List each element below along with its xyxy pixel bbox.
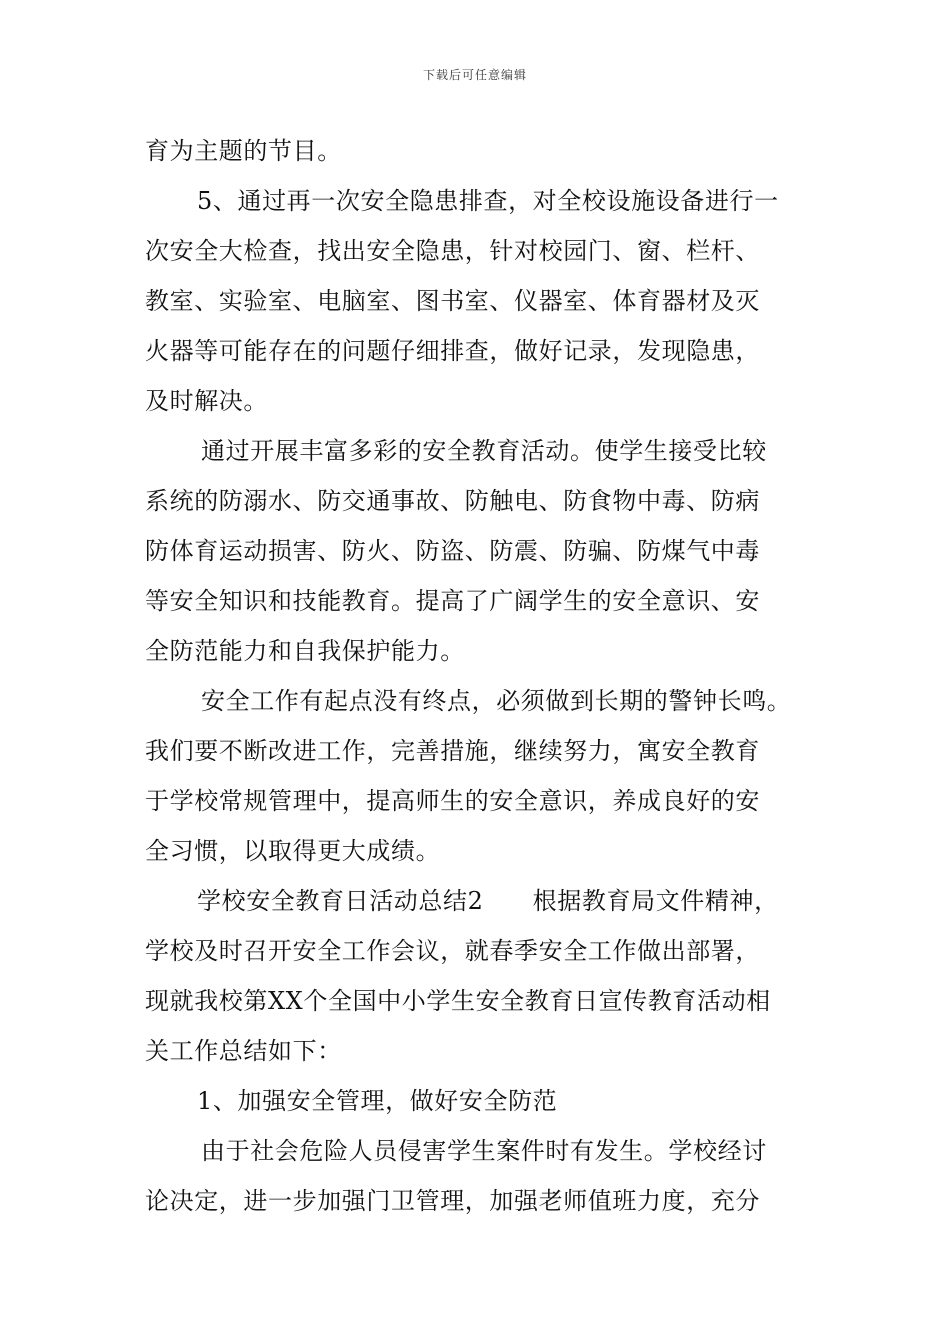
text-line: 论决定，进一步加强门卫管理，加强老师值班力度，充分 bbox=[145, 1187, 760, 1215]
document-body bbox=[145, 126, 810, 1226]
text-line: 1、加强安全管理，做好安全防范 bbox=[197, 1087, 558, 1115]
text-line: 我们要不断改进工作，完善措施，继续努力，寓安全教育 bbox=[145, 737, 760, 765]
text-line: 火器等可能存在的问题仔细排查，做好记录，发现隐患， bbox=[145, 337, 760, 365]
text-line: 全习惯，以取得更大成绩。 bbox=[145, 837, 441, 865]
text-line: 安全工作有起点没有终点，必须做到长期的警钟长鸣。 bbox=[201, 687, 792, 715]
text-line: 等安全知识和技能教育。提高了广阔学生的安全意识、安 bbox=[145, 587, 760, 615]
text-line: 由于社会危险人员侵害学生案件时有发生。学校经讨 bbox=[201, 1137, 767, 1165]
text-line: 通过开展丰富多彩的安全教育活动。使学生接受比较 bbox=[201, 437, 767, 465]
text-line: 及时解决。 bbox=[145, 387, 268, 415]
page-header: 下载后可任意编辑 bbox=[422, 68, 527, 82]
text-line: 教室、实验室、电脑室、图书室、仪器室、体育器材及灭 bbox=[145, 287, 760, 315]
text-line: 学校安全教育日活动总结2 根据教育局文件精神， bbox=[197, 887, 779, 915]
text-line: 全防范能力和自我保护能力。 bbox=[145, 637, 465, 665]
text-line: 于学校常规管理中，提高师生的安全意识，养成良好的安 bbox=[145, 787, 760, 815]
text-line: 系统的防溺水、防交通事故、防触电、防食物中毒、防病 bbox=[145, 487, 760, 515]
text-line: 次安全大检查，找出安全隐患，针对校园门、窗、栏杆、 bbox=[145, 237, 760, 265]
text-line: 现就我校第XX个全国中小学生安全教育日宣传教育活动相 bbox=[145, 987, 771, 1015]
text-line: 育为主题的节目。 bbox=[145, 137, 342, 165]
text-line: 关工作总结如下： bbox=[145, 1037, 342, 1065]
text-line: 防体育运动损害、防火、防盗、防震、防骗、防煤气中毒 bbox=[145, 537, 760, 565]
text-line: 学校及时召开安全工作会议，就春季安全工作做出部署， bbox=[145, 937, 760, 965]
text-line: 5、通过再一次安全隐患排查，对全校设施设备进行一 bbox=[197, 187, 779, 215]
